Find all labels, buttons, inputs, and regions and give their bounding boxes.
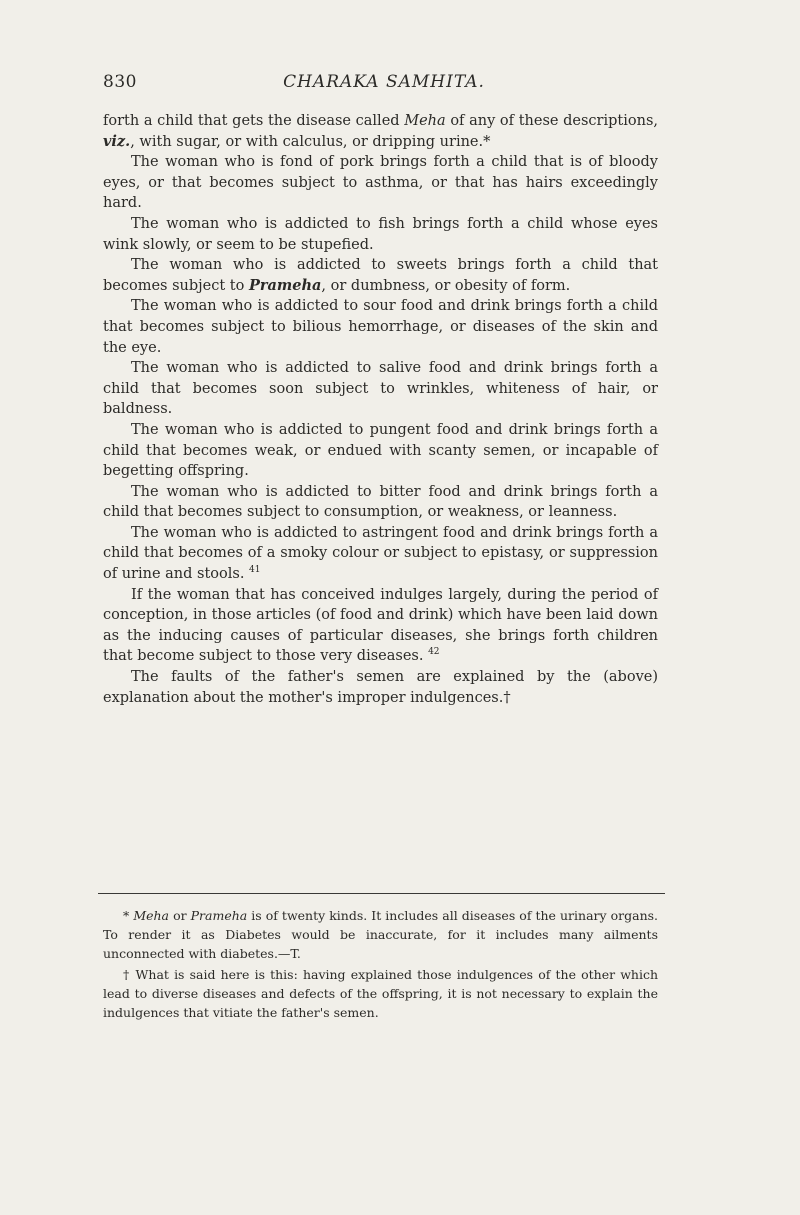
footnote-ref-star[interactable]: * [483,133,491,150]
footnote-dagger [103,965,658,1022]
footnotes [103,906,658,1024]
text-run: of any of these descriptions, [445,113,658,129]
paragraph-conception [103,585,658,667]
paragraph-sweets [103,255,658,296]
text-run: The woman who is addicted to astringent food and drink brings forth a child that becomes of a smoky colour or subject to epistasy, or suppression of urine and stools. [103,524,658,583]
paragraph-fish: The woman who is addicted to fish brings forth a child whose eyes wink slowly, or seem to be stupefied. [103,215,658,253]
paragraph-bitter: The woman who is addicted to bitter food and drink brings forth a child that becomes subject to consumption, or weakness, or leanness. [103,483,658,521]
footnote-divider [98,893,665,894]
term-meha: Meha [133,908,170,923]
verse-number: 41 [249,565,261,576]
footnote-star [103,906,658,963]
term-viz: viz. [103,132,131,150]
term-prameha: Prameha [248,276,322,294]
paragraph-sour: The woman who is addicted to sour food and drink brings forth a child that becomes subject to bilious hemorrhage, or diseases of the skin and the eye. [103,298,658,356]
paragraph-pork: The woman who is fond of pork brings forth a child that is of bloody eyes, or that becomes subject to asthma, or that has hairs exceedingly hard. [103,154,658,212]
page-header [103,72,665,96]
footnote-mark: † [123,967,131,982]
paragraph-astringent [103,523,658,585]
footnote-mark: * [123,908,130,923]
text-run: , or dumbness, or obesity of form. [321,277,571,294]
text-run: is of twenty kinds. It includes all diseases of the urinary organs. To render it as Diabetes would be inaccurate, for it includes many ailments unconnected with diabetes.—T. [103,908,659,961]
paragraph-pungent: The woman who is addicted to pungent food and drink brings forth a child that becomes weak, or endued with scanty semen, or incapable of begetting offspring. [103,421,658,480]
text-run: or [169,908,191,923]
footnote-ref-dagger[interactable]: † [503,689,511,706]
text-run: The woman who is addicted to sweets brings forth a child that becomes subject to [103,257,658,294]
paragraph-saline: The woman who is addicted to salive food and drink brings forth a child that becomes soon subject to wrinkles, whiteness of hair, or baldness. [103,360,658,418]
text-run: , with sugar, or with calculus, or dripping urine. [130,133,484,150]
text-run: What is said here is this: having explained those indulgences of the other which lead to diverse diseases and defects of the offspring, it is not necessary to explain the indulgences that vitiate the father's semen. [103,967,659,1020]
term-prameha: Prameha [190,908,248,923]
term-meha: Meha [404,113,446,129]
paragraph-father [103,667,658,708]
running-title: CHARAKA SAMHITA. [283,72,485,92]
verse-number: 42 [428,647,440,658]
text-run: The faults of the father's semen are explained by the (above) explanation about the mother's improper indulgences. [103,669,658,706]
text-run: If the woman that has conceived indulges largely, during the period of conception, in those articles (of food and drink) which have been laid down as the inducing causes of particular diseases, she brings forth children that become subject to those very diseases. [103,586,658,665]
page-number: 830 [103,72,137,92]
paragraph-meha [103,111,658,152]
main-text [103,111,658,708]
text-run: forth a child that gets the disease called [103,113,405,129]
